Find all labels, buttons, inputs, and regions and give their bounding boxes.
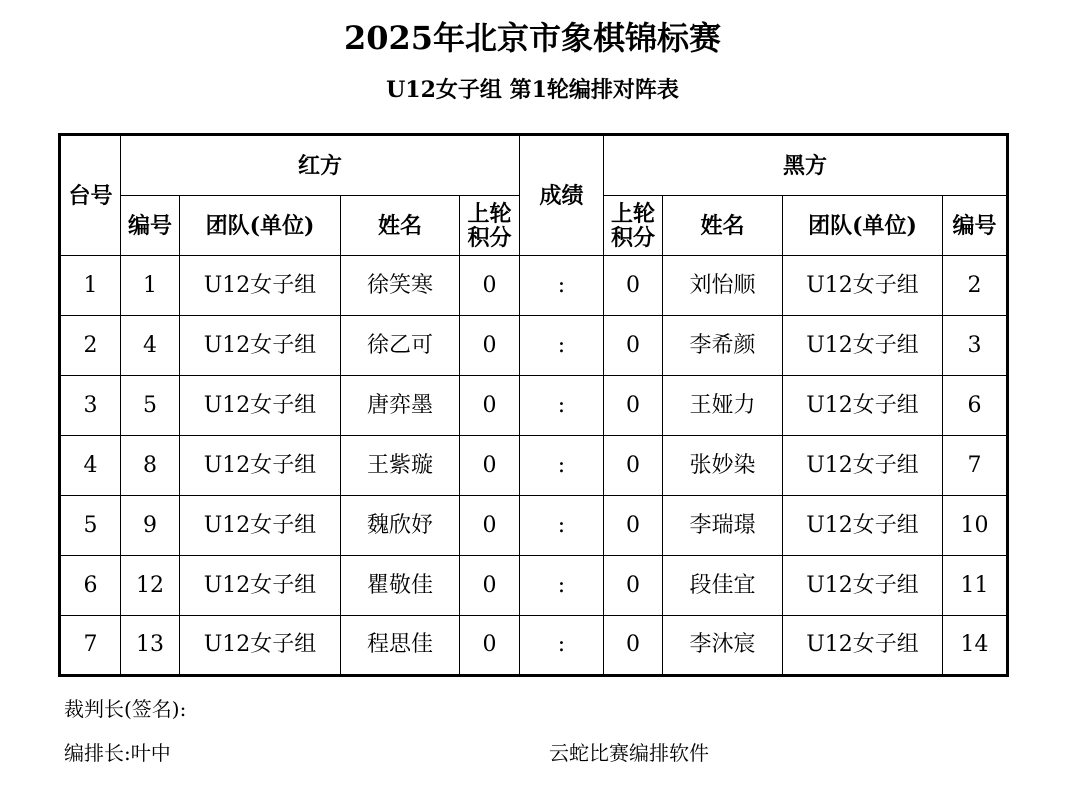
result-cell: :	[520, 556, 604, 616]
black-score-cell: 0	[604, 616, 663, 676]
red-number-cell: 1	[121, 256, 180, 316]
red-team-cell: U12女子组	[180, 376, 341, 436]
result-cell: :	[520, 436, 604, 496]
result-cell: :	[520, 256, 604, 316]
header-red-name: 姓名	[341, 196, 460, 256]
red-name-cell: 徐乙可	[341, 316, 460, 376]
pairings-table	[58, 133, 1009, 677]
black-score-cell: 0	[604, 496, 663, 556]
red-score-cell: 0	[460, 436, 520, 496]
header-black-prev-score	[604, 196, 663, 256]
prev-score-line1: 上轮	[611, 200, 656, 227]
table-row	[60, 256, 1008, 316]
board-cell: 5	[60, 496, 121, 556]
header-black-name: 姓名	[663, 196, 783, 256]
header-red-number: 编号	[121, 196, 180, 256]
red-number-cell: 5	[121, 376, 180, 436]
software-credit: 云蛇比赛编排软件	[549, 741, 709, 765]
red-team-cell: U12女子组	[180, 556, 341, 616]
header-red-prev-score	[460, 196, 520, 256]
black-number-cell: 14	[943, 616, 1008, 676]
result-cell: :	[520, 376, 604, 436]
table-row	[60, 556, 1008, 616]
red-name-cell: 王紫璇	[341, 436, 460, 496]
prev-score-line2: 积分	[611, 224, 656, 251]
red-score-cell: 0	[460, 556, 520, 616]
black-name-cell: 李沐宸	[663, 616, 783, 676]
header-red-team: 团队(单位)	[180, 196, 341, 256]
red-score-cell: 0	[460, 496, 520, 556]
black-team-cell: U12女子组	[783, 556, 943, 616]
red-number-cell: 13	[121, 616, 180, 676]
red-score-cell: 0	[460, 376, 520, 436]
black-number-cell: 2	[943, 256, 1008, 316]
black-name-cell: 王娅力	[663, 376, 783, 436]
header-black-number: 编号	[943, 196, 1008, 256]
black-team-cell: U12女子组	[783, 496, 943, 556]
red-number-cell: 8	[121, 436, 180, 496]
arranger-label: 编排长:叶中	[64, 741, 171, 765]
result-cell: :	[520, 616, 604, 676]
prev-score-line2: 积分	[467, 224, 512, 251]
black-name-cell: 李希颜	[663, 316, 783, 376]
table-row	[60, 316, 1008, 376]
result-cell: :	[520, 316, 604, 376]
red-name-cell: 魏欣妤	[341, 496, 460, 556]
black-score-cell: 0	[604, 316, 663, 376]
table-row	[60, 376, 1008, 436]
board-cell: 2	[60, 316, 121, 376]
black-score-cell: 0	[604, 436, 663, 496]
black-number-cell: 6	[943, 376, 1008, 436]
red-team-cell: U12女子组	[180, 616, 341, 676]
red-score-cell: 0	[460, 616, 520, 676]
board-cell: 1	[60, 256, 121, 316]
header-result: 成绩	[520, 135, 604, 256]
black-team-cell: U12女子组	[783, 316, 943, 376]
black-name-cell: 刘怡顺	[663, 256, 783, 316]
red-name-cell: 程思佳	[341, 616, 460, 676]
black-name-cell: 张妙染	[663, 436, 783, 496]
red-score-cell: 0	[460, 316, 520, 376]
black-number-cell: 11	[943, 556, 1008, 616]
board-cell: 3	[60, 376, 121, 436]
red-team-cell: U12女子组	[180, 256, 341, 316]
chief-referee-signature: 裁判长(签名):	[64, 697, 187, 721]
red-number-cell: 12	[121, 556, 180, 616]
black-team-cell: U12女子组	[783, 256, 943, 316]
board-cell: 7	[60, 616, 121, 676]
red-name-cell: 唐弈墨	[341, 376, 460, 436]
result-cell: :	[520, 496, 604, 556]
board-cell: 4	[60, 436, 121, 496]
black-team-cell: U12女子组	[783, 436, 943, 496]
black-number-cell: 7	[943, 436, 1008, 496]
red-number-cell: 9	[121, 496, 180, 556]
header-black-side: 黑方	[604, 135, 1008, 196]
board-cell: 6	[60, 556, 121, 616]
black-name-cell: 段佳宜	[663, 556, 783, 616]
red-number-cell: 4	[121, 316, 180, 376]
black-team-cell: U12女子组	[783, 616, 943, 676]
table-row	[60, 436, 1008, 496]
black-name-cell: 李瑞璟	[663, 496, 783, 556]
page-subtitle: U12女子组 第1轮编排对阵表	[386, 77, 679, 103]
red-team-cell: U12女子组	[180, 496, 341, 556]
red-team-cell: U12女子组	[180, 436, 341, 496]
red-name-cell: 徐笑寒	[341, 256, 460, 316]
table-row	[60, 496, 1008, 556]
black-score-cell: 0	[604, 376, 663, 436]
black-number-cell: 3	[943, 316, 1008, 376]
black-score-cell: 0	[604, 556, 663, 616]
red-score-cell: 0	[460, 256, 520, 316]
header-black-team: 团队(单位)	[783, 196, 943, 256]
header-board: 台号	[60, 135, 121, 256]
black-score-cell: 0	[604, 256, 663, 316]
page-title: 2025年北京市象棋锦标赛	[343, 19, 722, 57]
red-team-cell: U12女子组	[180, 316, 341, 376]
black-team-cell: U12女子组	[783, 376, 943, 436]
header-red-side: 红方	[121, 135, 520, 196]
table-row	[60, 616, 1008, 676]
red-name-cell: 瞿敬佳	[341, 556, 460, 616]
prev-score-line1: 上轮	[467, 200, 512, 227]
black-number-cell: 10	[943, 496, 1008, 556]
